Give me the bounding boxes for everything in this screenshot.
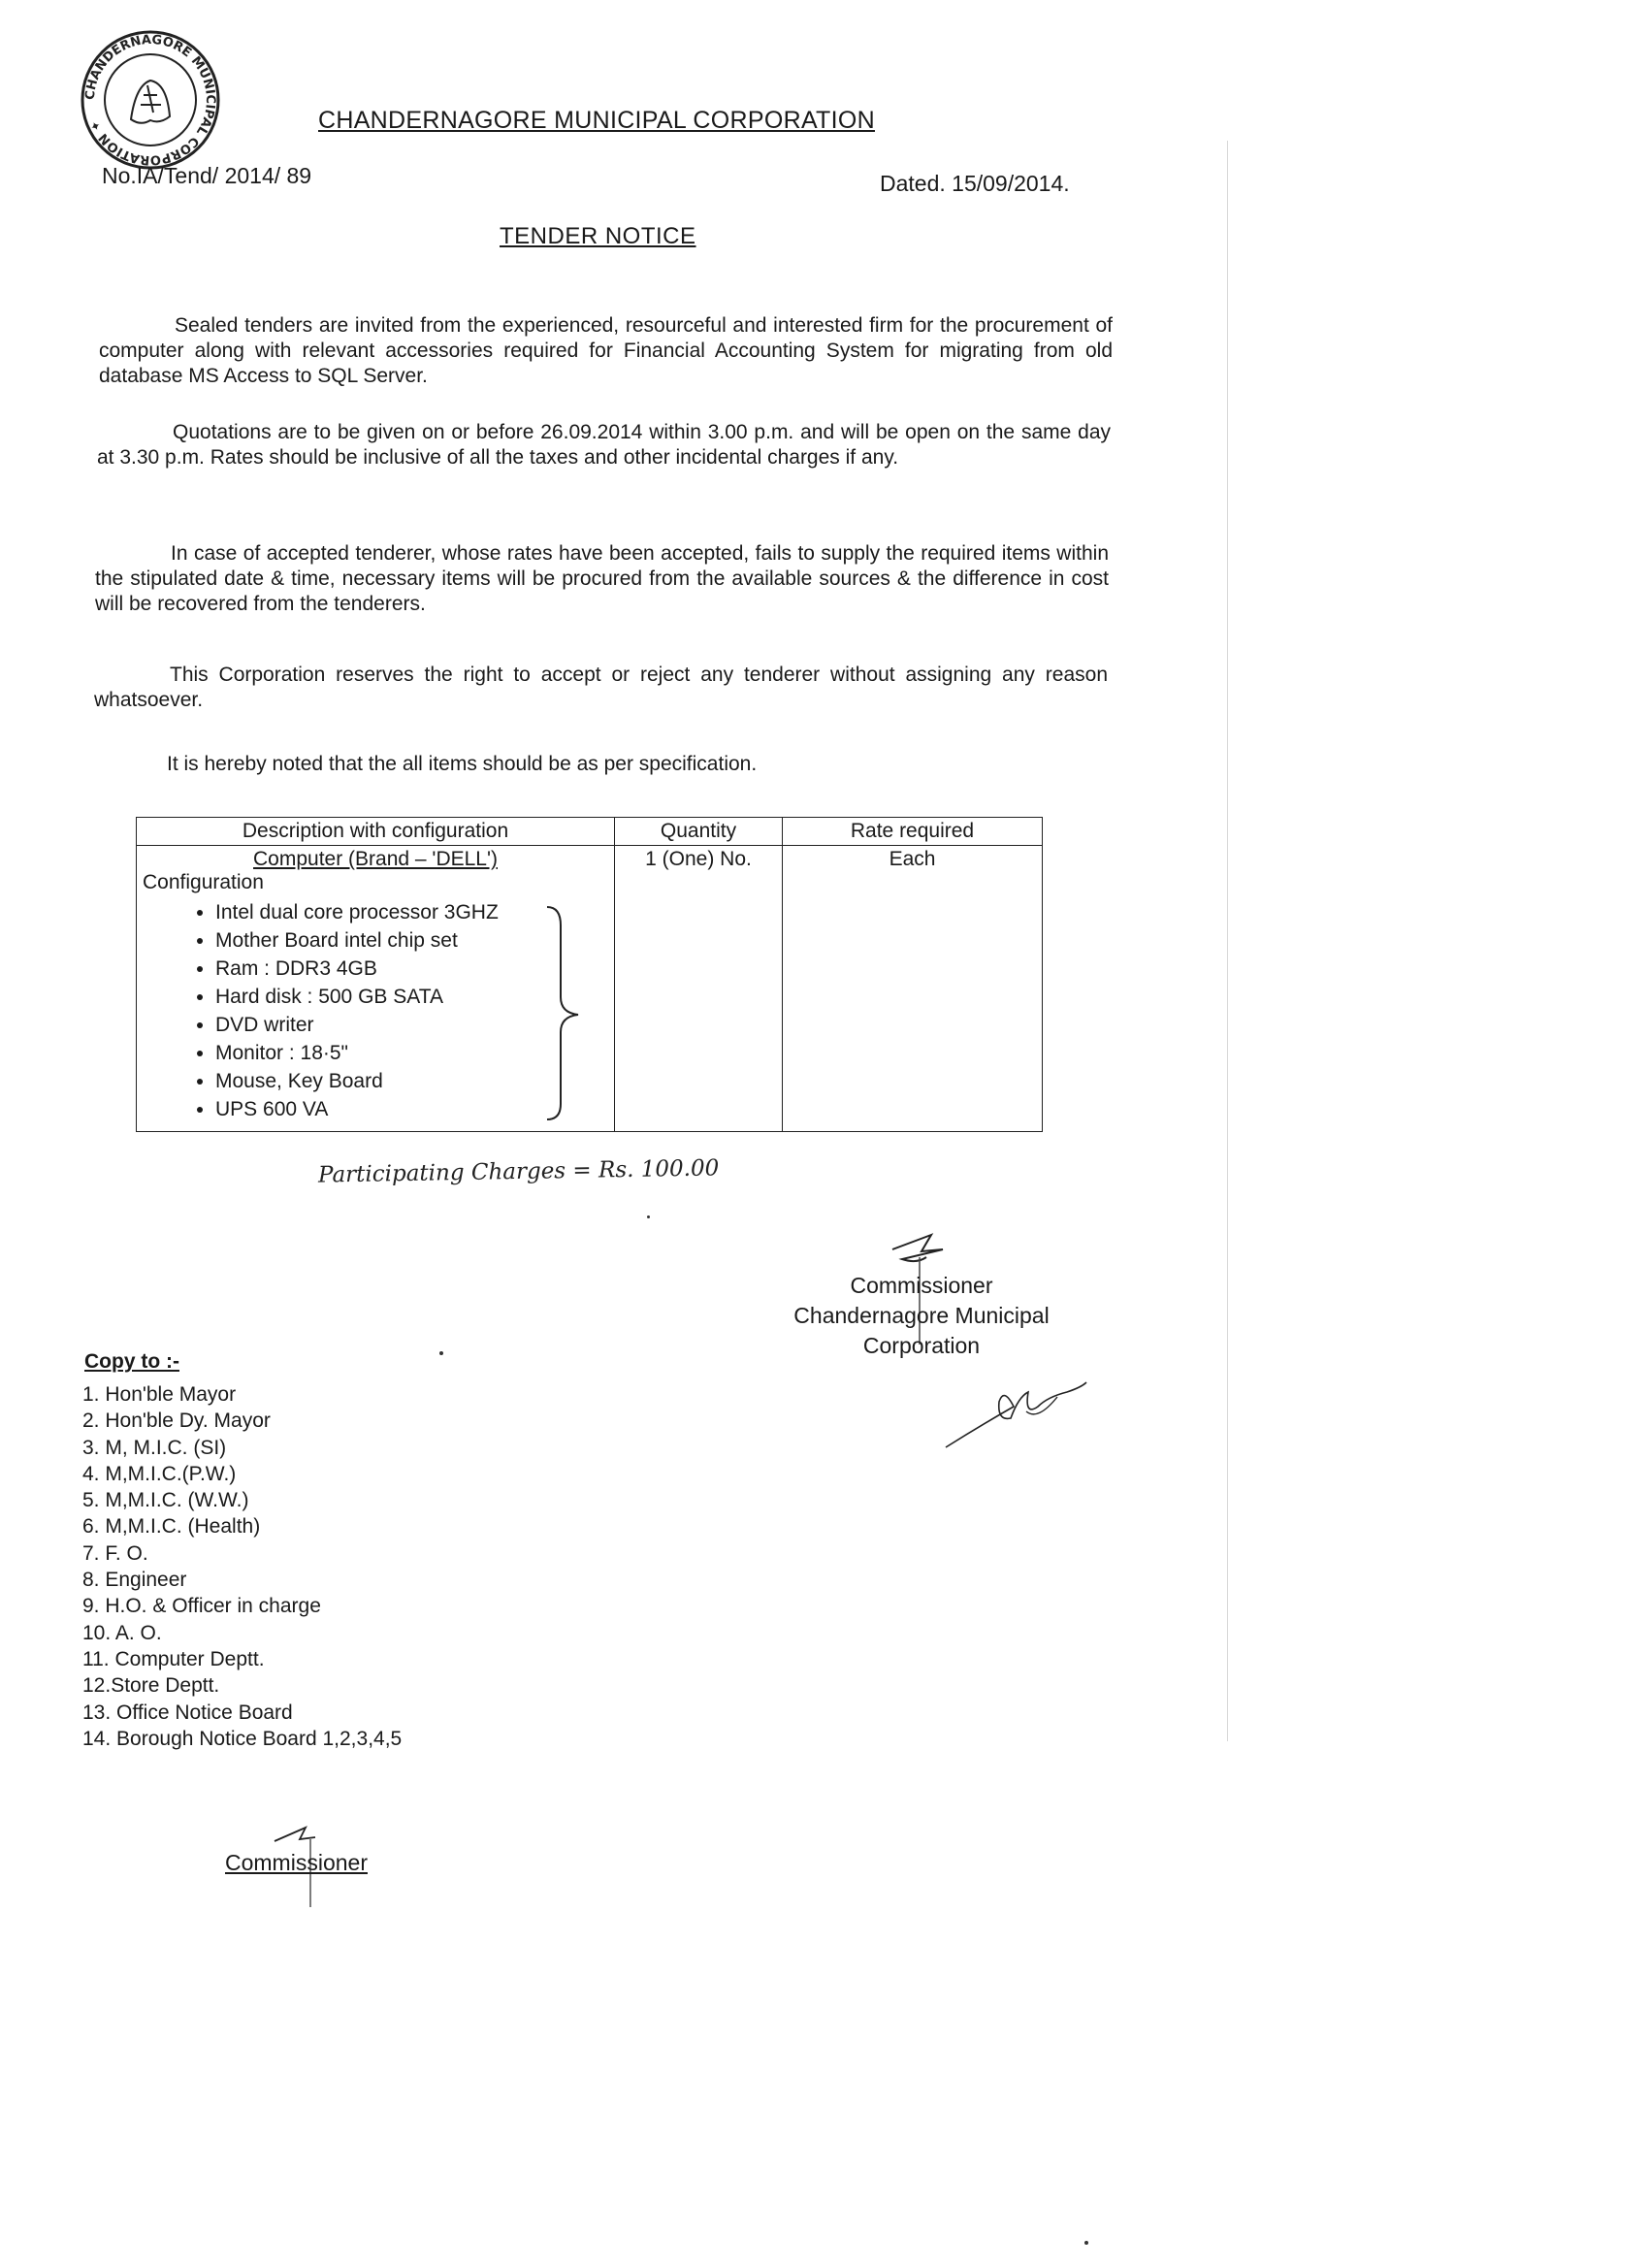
notice-date: Dated. 15/09/2014. xyxy=(880,171,1070,196)
config-label: Configuration xyxy=(143,871,264,893)
list-item: 5. M,M.I.C. (W.W.) xyxy=(82,1489,249,1512)
handwritten-participating-charges: Participating Charges = Rs. 100.00 xyxy=(317,1155,720,1188)
corporation-seal-logo xyxy=(78,27,223,173)
list-item: • Mouse, Key Board xyxy=(215,1067,608,1095)
list-item: 6. M,M.I.C. (Health) xyxy=(82,1515,261,1539)
signatory-title: Commissioner xyxy=(850,1273,993,1298)
item-name: Computer (Brand – 'DELL') xyxy=(253,848,498,870)
list-item: • Hard disk : 500 GB SATA xyxy=(215,983,608,1011)
copy-to-list xyxy=(82,1381,402,1752)
rate-cell: Each xyxy=(783,846,1043,1132)
list-item: • Ram : DDR3 4GB xyxy=(215,955,608,983)
scan-speck xyxy=(439,1351,443,1355)
list-item: 8. Engineer xyxy=(82,1569,187,1592)
list-item: • Mother Board intel chip set xyxy=(215,926,608,955)
header-rate: Rate required xyxy=(783,818,1043,846)
quantity-cell: 1 (One) No. xyxy=(615,846,783,1132)
list-item: 2. Hon'ble Dy. Mayor xyxy=(82,1409,271,1433)
list-item: 11. Computer Deptt. xyxy=(82,1647,265,1670)
scan-speck xyxy=(647,1215,650,1218)
list-item: 1. Hon'ble Mayor xyxy=(82,1383,237,1406)
list-item: 14. Borough Notice Board 1,2,3,4,5 xyxy=(82,1727,403,1750)
paragraph-rights: This Corporation reserves the right to accept or reject any tenderer without assigning any reason whatsoever. xyxy=(94,664,1108,711)
list-item: • UPS 600 VA xyxy=(215,1095,608,1123)
footer-signatory: Commissioner xyxy=(225,1850,368,1875)
signatory-org-line1: Chandernagore Municipal xyxy=(793,1303,1050,1328)
scan-margin-line xyxy=(1227,141,1228,1741)
list-item: 7. F. O. xyxy=(82,1541,148,1565)
page-title: TENDER NOTICE xyxy=(500,223,696,249)
list-item: 4. M,M.I.C.(P.W.) xyxy=(82,1462,237,1485)
list-item: 12.Store Deptt. xyxy=(82,1674,220,1698)
paragraph-specification-note: It is hereby noted that the all items should be as per specification. xyxy=(167,753,758,775)
scan-speck xyxy=(1084,2241,1088,2245)
copy-to-heading: Copy to :- xyxy=(84,1350,179,1373)
list-item: 9. H.O. & Officer in charge xyxy=(82,1595,321,1618)
svg-text:CHANDERNAGORE MUNICIPAL CORPOR: CHANDERNAGORE MUNICIPAL CORPORATION ✦ xyxy=(82,32,218,168)
list-item: • Intel dual core processor 3GHZ xyxy=(215,898,608,926)
list-item: 13. Office Notice Board xyxy=(82,1701,293,1724)
brace-icon xyxy=(543,904,592,1122)
signatory-block xyxy=(766,1271,1077,1361)
header-description: Description with configuration xyxy=(137,818,615,846)
list-item: 3. M, M.I.C. (SI) xyxy=(82,1436,227,1459)
paragraph-quotation-deadline: Quotations are to be given on or before 26.09.2014 within 3.00 p.m. and will be open on the same day at 3.30 p.m. Rates should be inclusive of all the taxes and other incidental charges if any. xyxy=(97,421,1111,469)
table-header-row xyxy=(137,818,1043,846)
header-quantity: Quantity xyxy=(615,818,783,846)
organization-name: CHANDERNAGORE MUNICIPAL CORPORATION xyxy=(318,107,875,134)
list-item: • Monitor : 18·5" xyxy=(215,1039,608,1067)
signatory-org-line2: Corporation xyxy=(862,1333,981,1358)
paragraph-penalty: In case of accepted tenderer, whose rates have been accepted, fails to supply the required items within the stipulated date & time, necessary items will be procured from the available sources & the difference in cost will be recovered from the tenderers. xyxy=(95,542,1109,615)
handwritten-signature xyxy=(941,1368,1096,1455)
reference-number: No.IA/Tend/ 2014/ 89 xyxy=(102,163,312,188)
config-list xyxy=(143,898,608,1123)
paragraph-invitation: Sealed tenders are invited from the experienced, resourceful and interested firm for the procurement of computer along with relevant accessories required for Financial Accounting System for migrating from old database MS Access to SQL Server. xyxy=(99,314,1113,387)
list-item: • DVD writer xyxy=(215,1011,608,1039)
list-item: 10. A. O. xyxy=(82,1621,162,1644)
